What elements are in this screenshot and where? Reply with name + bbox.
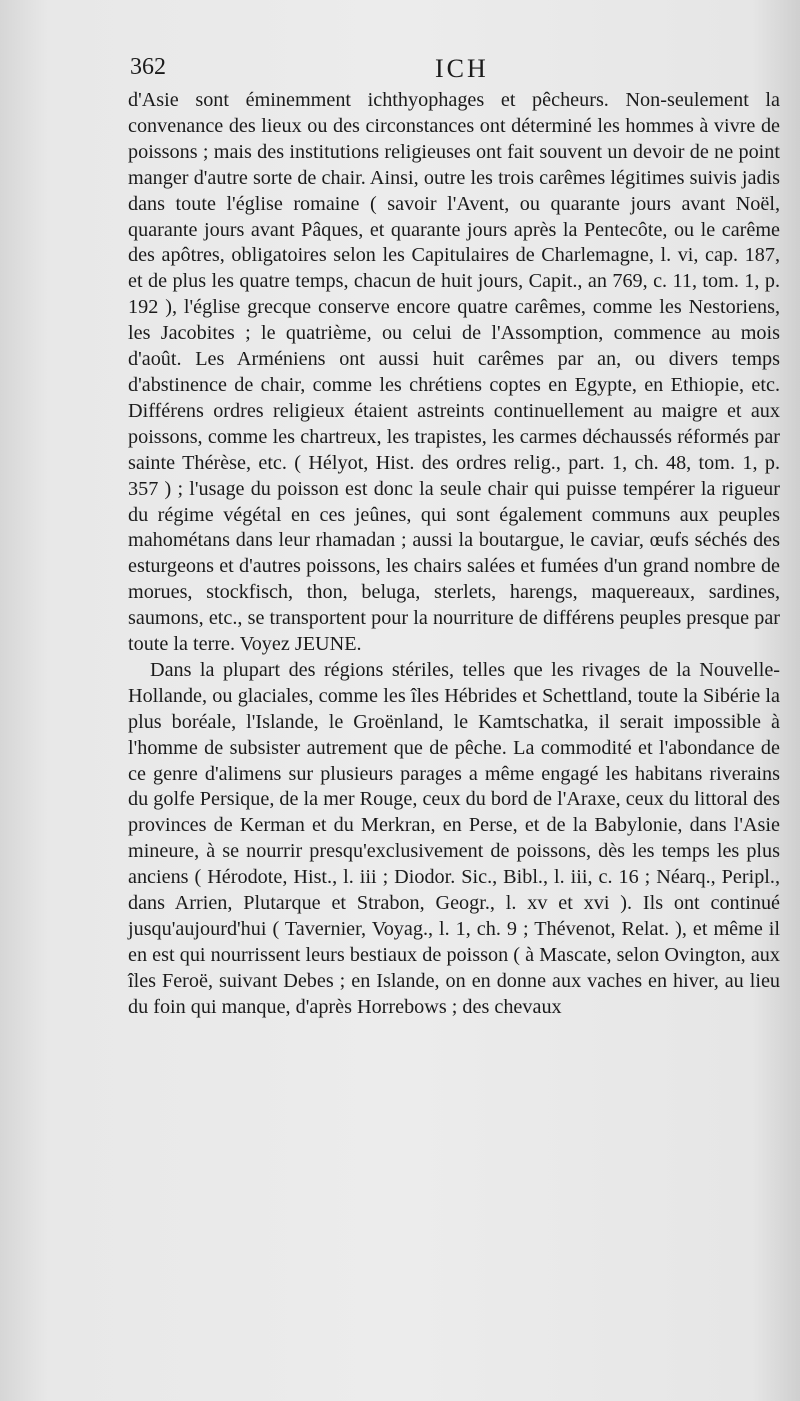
- page-header: [130, 54, 780, 84]
- body-text: [128, 88, 780, 1021]
- paragraph-1: d'Asie sont éminemment ichthyophages et pêcheurs. Non-seulement la convenance des lieux ou des circonstances ont déterminé les hommes à vivre de poissons ; mais des institutions religieuses ont fait souvent un devoir de ne point manger d'autre sorte de chair. Ainsi, outre les trois carêmes légitimes suivis jadis dans toute l'église romaine ( savoir l'Avent, ou quarante jours avant Noël, quarante jours avant Pâques, et quarante jours après la Pentecôte, ou le carême des apôtres, obligatoires selon les Capitulaires de Charlemagne, l. vi, cap. 187, et de plus les quatre temps, chacun de huit jours, Capit., an 769, c. 11, tom. 1, p. 192 ), l'église grecque conserve encore quatre carêmes, comme les Nestoriens, les Jacobites ; le quatrième, ou celui de l'Assomption, commence au mois d'août. Les Arméniens ont aussi huit carêmes par an, ou divers temps d'abstinence de chair, comme les chrétiens coptes en Egypte, en Ethiopie, etc. Différens ordres religieux étaient astreints continuellement au maigre et aux poissons, comme les chartreux, les trapistes, les carmes déchaussés réformés par sainte Thérèse, etc. ( Hélyot, Hist. des ordres relig., part. 1, ch. 48, tom. 1, p. 357 ) ; l'usage du poisson est donc la seule chair qui puisse tempérer la rigueur du régime végétal en ces jeûnes, qui sont également communs aux peuples mahométans dans leur rhamadan ; aussi la boutargue, le caviar, œufs séchés des esturgeons et d'autres poissons, les chairs salées et fumées d'un grand nombre de morues, stockfisch, thon, beluga, sterlets, harengs, maquereaux, sardines, saumons, etc., se transportent pour la nourriture de différens peuples presque par toute la terre. Voyez JEUNE.: [128, 89, 780, 656]
- page-number: 362: [130, 54, 166, 80]
- running-head: ICH: [435, 54, 489, 83]
- paragraph-2: Dans la plupart des régions stériles, telles que les rivages de la Nouvelle-Hollande, ou glaciales, comme les îles Hébrides et Schettland, toute la Sibérie la plus boréale, l'Islande, le Groënland, le Kamtschatka, il serait impossible à l'homme de subsister autrement que de pêche. La commodité et l'abondance de ce genre d'alimens sur plusieurs parages a même engagé les habitans riverains du golfe Persique, de la mer Rouge, ceux du bord de l'Araxe, ceux du littoral des provinces de Kerman et du Merkran, en Perse, et de la Babylonie, dans l'Asie mineure, à se nourrir presqu'exclusivement de poissons, dès les temps les plus anciens ( Hérodote, Hist., l. iii ; Diodor. Sic., Bibl., l. iii, c. 16 ; Néarq., Peripl., dans Arrien, Plutarque et Strabon, Geogr., l. xv et xvi ). Ils ont continué jusqu'aujourd'hui ( Tavernier, Voyag., l. 1, ch. 9 ; Thévenot, Relat. ), et même il en est qui nourrissent leurs bestiaux de poisson ( à Mascate, selon Ovington, aux îles Feroë, suivant Debes ; en Islande, on en donne aux vaches en hiver, au lieu du foin qui manque, d'après Horrebows ; des chevaux: [128, 658, 780, 1018]
